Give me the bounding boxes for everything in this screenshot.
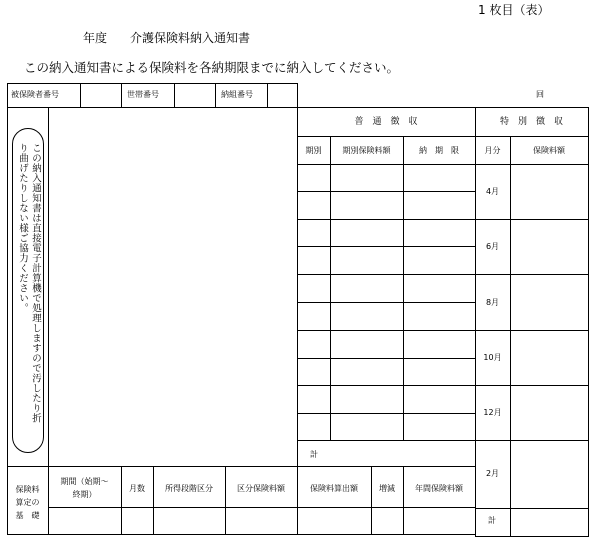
ordinary-collection-heading: 普 通 徴 収 [354, 117, 418, 127]
instruction-text: この納入通知書による保険料を各納期限までに納入してください。 [24, 60, 400, 75]
handling-note-line-1: この納入通知書は直接電子計算機で処理しますので汚したり折 [30, 143, 41, 423]
special-col-month: 月分 [484, 146, 501, 155]
special-month-label: 4月 [485, 187, 500, 196]
special-month-label: 8月 [485, 298, 500, 307]
basis-row-label: 保険料 [15, 485, 40, 494]
special-month-label: 6月 [485, 242, 500, 251]
ordinary-total-label: 計 [310, 450, 318, 459]
insured-number-label: 被保険者番号 [11, 90, 59, 99]
page-mark: 回 [536, 90, 544, 99]
special-month-label: 2月 [485, 469, 500, 478]
basis-row-label: 基 礎 [15, 511, 40, 520]
special-month-label: 12月 [483, 408, 502, 417]
ordinary-col-period: 期別 [305, 146, 322, 155]
basis-col-annual-amount: 年間保険料額 [415, 484, 463, 493]
document-title: 介護保険料納入通知書 [130, 31, 251, 45]
special-total-label: 計 [488, 516, 496, 525]
special-month-label: 10月 [483, 353, 502, 362]
basis-col-months: 月数 [129, 484, 145, 493]
special-col-amount: 保険料額 [533, 146, 565, 155]
ordinary-col-amount: 期別保険料額 [342, 146, 391, 155]
handling-note-line-2: り曲げたりしない様ご協力ください。 [17, 143, 28, 313]
page-number-label: 1 枚目（表） [478, 3, 550, 17]
special-collection-heading: 特 別 徴 収 [499, 117, 563, 127]
basis-col-period: 終期） [72, 490, 97, 499]
basis-col-reduction: 増減 [379, 484, 395, 493]
fiscal-year-label: 年度 [83, 31, 108, 45]
basis-col-calc-amount: 保険料算出額 [310, 484, 358, 493]
basis-col-income-class: 所得段階区分 [165, 484, 213, 493]
household-number-label: 世帯番号 [127, 90, 159, 99]
basis-row-label: 算定の [15, 498, 40, 507]
group-number-label: 納組番号 [221, 90, 253, 99]
basis-col-period: 期間（始期～ [60, 477, 109, 486]
ordinary-col-due-date: 納 期 限 [419, 146, 459, 155]
basis-col-class-amount: 区分保険料額 [237, 484, 285, 493]
